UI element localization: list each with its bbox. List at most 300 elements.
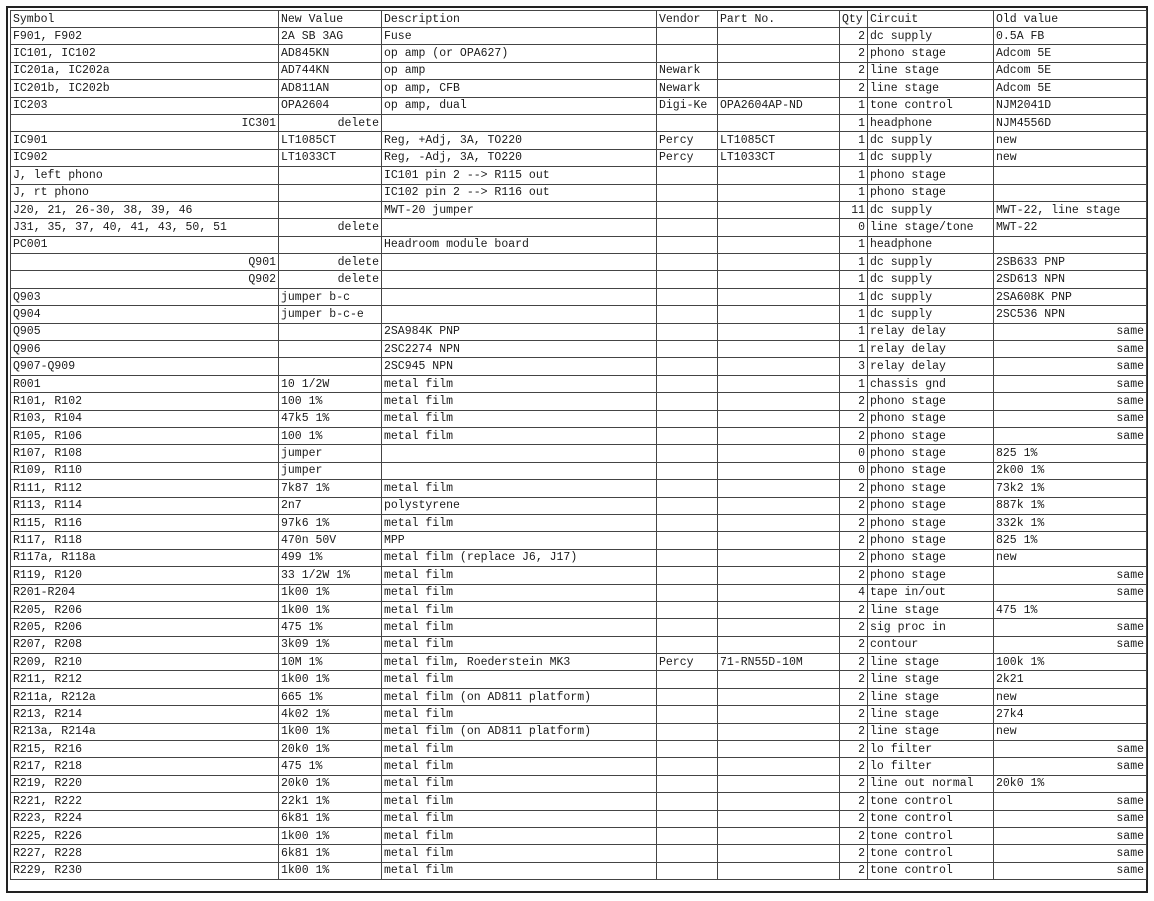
cell-symbol: Q906 xyxy=(11,341,279,358)
cell-qty: 2 xyxy=(840,28,868,45)
cell-qty: 2 xyxy=(840,810,868,827)
cell-vendor xyxy=(657,254,718,271)
cell-old-value: Adcom 5E xyxy=(994,62,1147,79)
cell-circuit: phono stage xyxy=(868,549,994,566)
cell-part-no xyxy=(718,80,840,97)
cell-description: metal film xyxy=(382,567,657,584)
cell-symbol: R219, R220 xyxy=(11,775,279,792)
cell-vendor xyxy=(657,845,718,862)
cell-qty: 2 xyxy=(840,410,868,427)
cell-qty: 2 xyxy=(840,793,868,810)
cell-new-value: AD811AN xyxy=(279,80,382,97)
cell-new-value: AD744KN xyxy=(279,62,382,79)
cell-description: metal film xyxy=(382,741,657,758)
cell-vendor xyxy=(657,201,718,218)
table-row xyxy=(11,323,1147,340)
cell-part-no xyxy=(718,167,840,184)
cell-new-value: 499 1% xyxy=(279,549,382,566)
cell-part-no xyxy=(718,219,840,236)
cell-circuit: dc supply xyxy=(868,254,994,271)
cell-circuit: dc supply xyxy=(868,271,994,288)
cell-old-value: same xyxy=(994,862,1147,879)
cell-circuit: relay delay xyxy=(868,341,994,358)
cell-part-no xyxy=(718,480,840,497)
cell-vendor xyxy=(657,758,718,775)
cell-part-no xyxy=(718,462,840,479)
cell-part-no: LT1033CT xyxy=(718,149,840,166)
cell-part-no xyxy=(718,288,840,305)
cell-description: metal film xyxy=(382,514,657,531)
cell-symbol: Q901 xyxy=(11,254,279,271)
cell-vendor xyxy=(657,341,718,358)
cell-old-value: 2SD613 NPN xyxy=(994,271,1147,288)
cell-qty: 2 xyxy=(840,706,868,723)
cell-old-value: 475 1% xyxy=(994,601,1147,618)
cell-vendor xyxy=(657,410,718,427)
table-row xyxy=(11,671,1147,688)
cell-new-value: 22k1 1% xyxy=(279,793,382,810)
cell-qty: 2 xyxy=(840,671,868,688)
cell-new-value: 1k00 1% xyxy=(279,671,382,688)
cell-old-value: 332k 1% xyxy=(994,514,1147,531)
cell-part-no xyxy=(718,741,840,758)
table-row xyxy=(11,462,1147,479)
table-row xyxy=(11,723,1147,740)
cell-circuit: tone control xyxy=(868,845,994,862)
cell-qty: 2 xyxy=(840,497,868,514)
cell-part-no xyxy=(718,862,840,879)
cell-qty: 2 xyxy=(840,601,868,618)
cell-part-no xyxy=(718,723,840,740)
cell-circuit: dc supply xyxy=(868,288,994,305)
cell-circuit: dc supply xyxy=(868,132,994,149)
cell-symbol: R229, R230 xyxy=(11,862,279,879)
column-header-part-no: Part No. xyxy=(718,11,840,28)
cell-circuit: phono stage xyxy=(868,393,994,410)
cell-symbol: J31, 35, 37, 40, 41, 43, 50, 51 xyxy=(11,219,279,236)
table-row xyxy=(11,532,1147,549)
cell-description: 2SC2274 NPN xyxy=(382,341,657,358)
cell-old-value: same xyxy=(994,567,1147,584)
cell-circuit: dc supply xyxy=(868,201,994,218)
cell-vendor xyxy=(657,619,718,636)
cell-old-value: same xyxy=(994,323,1147,340)
cell-vendor: Newark xyxy=(657,80,718,97)
cell-part-no xyxy=(718,619,840,636)
cell-part-no xyxy=(718,323,840,340)
cell-qty: 0 xyxy=(840,445,868,462)
cell-new-value: 20k0 1% xyxy=(279,775,382,792)
cell-vendor xyxy=(657,584,718,601)
table-row xyxy=(11,132,1147,149)
cell-new-value: jumper b-c xyxy=(279,288,382,305)
cell-symbol: J20, 21, 26-30, 38, 39, 46 xyxy=(11,201,279,218)
cell-symbol: Q907-Q909 xyxy=(11,358,279,375)
cell-symbol: Q905 xyxy=(11,323,279,340)
cell-part-no xyxy=(718,375,840,392)
cell-old-value: NJM4556D xyxy=(994,114,1147,131)
cell-old-value: same xyxy=(994,793,1147,810)
cell-old-value: NJM2041D xyxy=(994,97,1147,114)
cell-description: metal film (on AD811 platform) xyxy=(382,723,657,740)
cell-qty: 1 xyxy=(840,271,868,288)
cell-qty: 2 xyxy=(840,393,868,410)
cell-part-no xyxy=(718,845,840,862)
table-row xyxy=(11,254,1147,271)
cell-symbol: R103, R104 xyxy=(11,410,279,427)
cell-old-value: same xyxy=(994,758,1147,775)
cell-vendor xyxy=(657,445,718,462)
cell-circuit: lo filter xyxy=(868,741,994,758)
cell-vendor: Newark xyxy=(657,62,718,79)
cell-description xyxy=(382,114,657,131)
cell-vendor: Digi-Ke xyxy=(657,97,718,114)
cell-circuit: tape in/out xyxy=(868,584,994,601)
cell-description: metal film xyxy=(382,393,657,410)
cell-qty: 1 xyxy=(840,288,868,305)
cell-old-value: new xyxy=(994,549,1147,566)
cell-new-value: 33 1/2W 1% xyxy=(279,567,382,584)
cell-vendor xyxy=(657,167,718,184)
cell-symbol: IC101, IC102 xyxy=(11,45,279,62)
table-row xyxy=(11,236,1147,253)
table-row xyxy=(11,567,1147,584)
cell-symbol: IC902 xyxy=(11,149,279,166)
cell-symbol: J, rt phono xyxy=(11,184,279,201)
cell-part-no xyxy=(718,306,840,323)
cell-symbol: IC203 xyxy=(11,97,279,114)
cell-circuit: phono stage xyxy=(868,184,994,201)
cell-part-no xyxy=(718,445,840,462)
cell-description: metal film xyxy=(382,827,657,844)
cell-circuit: dc supply xyxy=(868,28,994,45)
cell-description xyxy=(382,462,657,479)
cell-symbol: R215, R216 xyxy=(11,741,279,758)
cell-description: metal film (replace J6, J17) xyxy=(382,549,657,566)
cell-symbol: R107, R108 xyxy=(11,445,279,462)
table-row xyxy=(11,741,1147,758)
cell-old-value: same xyxy=(994,375,1147,392)
cell-new-value: 47k5 1% xyxy=(279,410,382,427)
cell-description: Headroom module board xyxy=(382,236,657,253)
cell-vendor xyxy=(657,393,718,410)
table-row xyxy=(11,427,1147,444)
cell-part-no xyxy=(718,45,840,62)
cell-description: op amp, dual xyxy=(382,97,657,114)
cell-description: Reg, +Adj, 3A, TO220 xyxy=(382,132,657,149)
cell-vendor: Percy xyxy=(657,149,718,166)
table-row xyxy=(11,410,1147,427)
cell-new-value: 1k00 1% xyxy=(279,601,382,618)
parts-table xyxy=(10,10,1147,880)
column-header-new-value: New Value xyxy=(279,11,382,28)
table-row xyxy=(11,184,1147,201)
cell-qty: 2 xyxy=(840,427,868,444)
cell-new-value: 1k00 1% xyxy=(279,723,382,740)
cell-qty: 1 xyxy=(840,306,868,323)
cell-qty: 2 xyxy=(840,480,868,497)
table-row xyxy=(11,358,1147,375)
cell-part-no xyxy=(718,28,840,45)
cell-new-value: 100 1% xyxy=(279,427,382,444)
cell-circuit: line out normal xyxy=(868,775,994,792)
cell-old-value: Adcom 5E xyxy=(994,45,1147,62)
cell-symbol: PC001 xyxy=(11,236,279,253)
cell-new-value: jumper b-c-e xyxy=(279,306,382,323)
cell-new-value: 10 1/2W xyxy=(279,375,382,392)
cell-circuit: relay delay xyxy=(868,358,994,375)
cell-symbol: R213, R214 xyxy=(11,706,279,723)
cell-part-no xyxy=(718,636,840,653)
cell-description: op amp, CFB xyxy=(382,80,657,97)
cell-qty: 1 xyxy=(840,114,868,131)
cell-symbol: F901, F902 xyxy=(11,28,279,45)
cell-description: metal film xyxy=(382,671,657,688)
cell-part-no xyxy=(718,62,840,79)
cell-vendor xyxy=(657,358,718,375)
cell-circuit: line stage xyxy=(868,654,994,671)
cell-new-value xyxy=(279,341,382,358)
cell-old-value: same xyxy=(994,619,1147,636)
column-header-qty: Qty xyxy=(840,11,868,28)
cell-symbol: IC201a, IC202a xyxy=(11,62,279,79)
cell-old-value: same xyxy=(994,358,1147,375)
cell-description xyxy=(382,288,657,305)
cell-vendor xyxy=(657,723,718,740)
cell-circuit: tone control xyxy=(868,862,994,879)
table-row xyxy=(11,862,1147,879)
cell-circuit: phono stage xyxy=(868,462,994,479)
cell-new-value: 665 1% xyxy=(279,688,382,705)
cell-old-value: same xyxy=(994,427,1147,444)
cell-circuit: tone control xyxy=(868,810,994,827)
parts-list-sheet xyxy=(6,6,1148,893)
cell-description xyxy=(382,271,657,288)
cell-circuit: phono stage xyxy=(868,45,994,62)
cell-qty: 2 xyxy=(840,862,868,879)
cell-symbol: R117, R118 xyxy=(11,532,279,549)
table-row xyxy=(11,114,1147,131)
cell-new-value: 97k6 1% xyxy=(279,514,382,531)
cell-circuit: lo filter xyxy=(868,758,994,775)
cell-vendor xyxy=(657,184,718,201)
column-header-circuit: Circuit xyxy=(868,11,994,28)
cell-part-no xyxy=(718,514,840,531)
cell-description: 2SC945 NPN xyxy=(382,358,657,375)
cell-vendor xyxy=(657,114,718,131)
cell-circuit: tone control xyxy=(868,793,994,810)
cell-old-value xyxy=(994,236,1147,253)
cell-new-value: delete xyxy=(279,114,382,131)
cell-vendor xyxy=(657,323,718,340)
cell-description: MPP xyxy=(382,532,657,549)
cell-description: metal film xyxy=(382,636,657,653)
cell-symbol: R205, R206 xyxy=(11,619,279,636)
table-row xyxy=(11,167,1147,184)
cell-new-value xyxy=(279,184,382,201)
cell-vendor xyxy=(657,497,718,514)
cell-vendor xyxy=(657,601,718,618)
cell-description: metal film (on AD811 platform) xyxy=(382,688,657,705)
cell-circuit: tone control xyxy=(868,827,994,844)
column-header-old-value: Old value xyxy=(994,11,1147,28)
cell-old-value: 887k 1% xyxy=(994,497,1147,514)
cell-description: metal film xyxy=(382,619,657,636)
cell-vendor xyxy=(657,28,718,45)
table-row xyxy=(11,80,1147,97)
cell-new-value: 475 1% xyxy=(279,619,382,636)
cell-circuit: headphone xyxy=(868,114,994,131)
cell-new-value: 3k09 1% xyxy=(279,636,382,653)
cell-description: MWT-20 jumper xyxy=(382,201,657,218)
cell-part-no xyxy=(718,393,840,410)
cell-circuit: dc supply xyxy=(868,149,994,166)
cell-vendor xyxy=(657,775,718,792)
cell-description xyxy=(382,219,657,236)
cell-old-value: 825 1% xyxy=(994,445,1147,462)
cell-old-value: Adcom 5E xyxy=(994,80,1147,97)
cell-vendor xyxy=(657,45,718,62)
cell-new-value xyxy=(279,201,382,218)
cell-part-no: LT1085CT xyxy=(718,132,840,149)
cell-vendor xyxy=(657,671,718,688)
cell-old-value: new xyxy=(994,723,1147,740)
cell-vendor xyxy=(657,514,718,531)
cell-part-no xyxy=(718,236,840,253)
cell-old-value: MWT-22 xyxy=(994,219,1147,236)
cell-old-value: same xyxy=(994,845,1147,862)
cell-old-value: 2SB633 PNP xyxy=(994,254,1147,271)
cell-old-value: 2SA608K PNP xyxy=(994,288,1147,305)
cell-old-value: same xyxy=(994,741,1147,758)
cell-old-value: new xyxy=(994,149,1147,166)
cell-symbol: R227, R228 xyxy=(11,845,279,862)
cell-symbol: R201-R204 xyxy=(11,584,279,601)
cell-circuit: line stage xyxy=(868,601,994,618)
cell-circuit: headphone xyxy=(868,236,994,253)
cell-description: metal film xyxy=(382,706,657,723)
cell-vendor xyxy=(657,532,718,549)
cell-new-value: 2A SB 3AG xyxy=(279,28,382,45)
cell-old-value: same xyxy=(994,636,1147,653)
table-row xyxy=(11,793,1147,810)
cell-old-value: same xyxy=(994,393,1147,410)
cell-vendor xyxy=(657,462,718,479)
cell-new-value: 20k0 1% xyxy=(279,741,382,758)
cell-qty: 2 xyxy=(840,567,868,584)
table-row xyxy=(11,497,1147,514)
cell-symbol: R115, R116 xyxy=(11,514,279,531)
cell-symbol: R207, R208 xyxy=(11,636,279,653)
cell-vendor xyxy=(657,688,718,705)
cell-part-no xyxy=(718,706,840,723)
cell-qty: 0 xyxy=(840,219,868,236)
cell-new-value: 100 1% xyxy=(279,393,382,410)
cell-qty: 1 xyxy=(840,167,868,184)
cell-circuit: line stage xyxy=(868,671,994,688)
table-row xyxy=(11,341,1147,358)
cell-circuit: line stage xyxy=(868,80,994,97)
cell-new-value: 6k81 1% xyxy=(279,845,382,862)
cell-part-no xyxy=(718,497,840,514)
cell-qty: 0 xyxy=(840,462,868,479)
cell-new-value: 4k02 1% xyxy=(279,706,382,723)
cell-vendor xyxy=(657,271,718,288)
cell-symbol: Q903 xyxy=(11,288,279,305)
cell-qty: 4 xyxy=(840,584,868,601)
table-row xyxy=(11,480,1147,497)
cell-qty: 2 xyxy=(840,549,868,566)
table-row xyxy=(11,514,1147,531)
cell-part-no xyxy=(718,671,840,688)
cell-description: metal film xyxy=(382,810,657,827)
table-row xyxy=(11,845,1147,862)
table-row xyxy=(11,288,1147,305)
table-row xyxy=(11,201,1147,218)
cell-old-value: 2SC536 NPN xyxy=(994,306,1147,323)
cell-new-value: delete xyxy=(279,219,382,236)
cell-new-value: 470n 50V xyxy=(279,532,382,549)
cell-symbol: R105, R106 xyxy=(11,427,279,444)
cell-part-no xyxy=(718,271,840,288)
cell-symbol: Q904 xyxy=(11,306,279,323)
cell-symbol: R113, R114 xyxy=(11,497,279,514)
cell-vendor xyxy=(657,219,718,236)
table-row xyxy=(11,636,1147,653)
cell-description xyxy=(382,445,657,462)
cell-old-value: 73k2 1% xyxy=(994,480,1147,497)
cell-symbol: R101, R102 xyxy=(11,393,279,410)
cell-new-value xyxy=(279,358,382,375)
cell-qty: 1 xyxy=(840,254,868,271)
cell-part-no: 71-RN55D-10M xyxy=(718,654,840,671)
cell-qty: 1 xyxy=(840,132,868,149)
table-row xyxy=(11,775,1147,792)
table-row xyxy=(11,601,1147,618)
cell-old-value: new xyxy=(994,132,1147,149)
cell-qty: 3 xyxy=(840,358,868,375)
cell-part-no xyxy=(718,810,840,827)
cell-qty: 2 xyxy=(840,827,868,844)
column-header-symbol: Symbol xyxy=(11,11,279,28)
cell-circuit: line stage/tone xyxy=(868,219,994,236)
cell-qty: 1 xyxy=(840,149,868,166)
cell-symbol: R211, R212 xyxy=(11,671,279,688)
cell-part-no xyxy=(718,688,840,705)
cell-circuit: relay delay xyxy=(868,323,994,340)
cell-qty: 1 xyxy=(840,184,868,201)
table-row xyxy=(11,149,1147,166)
cell-new-value xyxy=(279,236,382,253)
table-row xyxy=(11,445,1147,462)
cell-new-value: 2n7 xyxy=(279,497,382,514)
cell-qty: 2 xyxy=(840,654,868,671)
cell-old-value: 2k00 1% xyxy=(994,462,1147,479)
cell-circuit: chassis gnd xyxy=(868,375,994,392)
cell-description: op amp (or OPA627) xyxy=(382,45,657,62)
table-row xyxy=(11,62,1147,79)
cell-description: metal film xyxy=(382,427,657,444)
cell-vendor xyxy=(657,862,718,879)
cell-old-value: 0.5A FB xyxy=(994,28,1147,45)
cell-description: Fuse xyxy=(382,28,657,45)
cell-circuit: dc supply xyxy=(868,306,994,323)
table-row xyxy=(11,688,1147,705)
cell-part-no xyxy=(718,758,840,775)
cell-symbol: IC201b, IC202b xyxy=(11,80,279,97)
cell-new-value: 1k00 1% xyxy=(279,862,382,879)
cell-description: metal film xyxy=(382,758,657,775)
